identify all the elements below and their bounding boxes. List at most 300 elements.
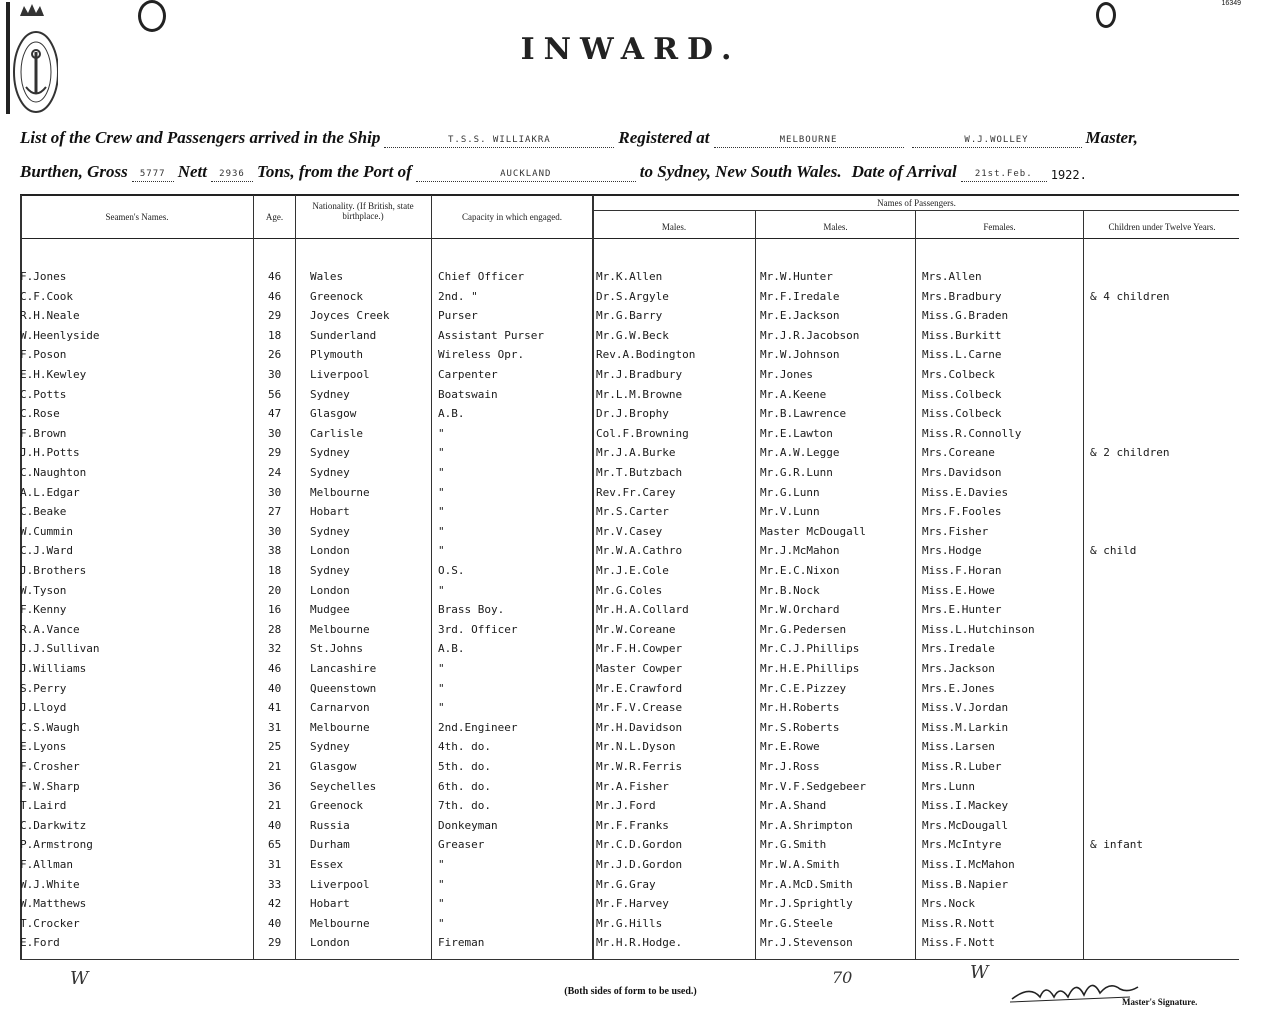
seaman-age: 24 [268, 466, 282, 479]
table-row [20, 501, 1239, 521]
passenger-male-1: Mr.L.M.Browne [596, 387, 683, 401]
col-children: Children under Twelve Years. [1108, 222, 1216, 232]
passenger-male-2: Mr.J.McMahon [760, 544, 840, 558]
seaman-capacity: Brass Boy. [438, 603, 505, 617]
col-nationality: Nationality. (If British, state birthplace.) [312, 201, 414, 221]
seaman-capacity: Carpenter [438, 368, 498, 381]
table-row [20, 638, 1239, 658]
passenger-male-1: Mr.F.Franks [596, 818, 669, 832]
seaman-nationality: Seychelles [310, 779, 377, 793]
seaman-age: 65 [268, 838, 282, 852]
arrival-year: 1922. [1050, 168, 1087, 182]
seaman-nationality: Melbourne [310, 622, 370, 636]
passenger-male-2: Mr.Jones [760, 368, 813, 381]
seaman-age: 31 [268, 720, 282, 734]
table-row [20, 776, 1239, 796]
passenger-male-2: Mr.J.Stevenson [760, 936, 853, 950]
passenger-male-1: Mr.H.Davidson [596, 720, 683, 734]
seaman-nationality: London [310, 544, 350, 558]
passenger-male-1: Dr.S.Argyle [596, 289, 669, 303]
seaman-name: W.J.White [20, 877, 80, 891]
table-row [20, 560, 1239, 580]
passenger-male-1: Mr.W.A.Cathro [596, 544, 683, 558]
passenger-male-2: Mr.H.Roberts [760, 701, 840, 715]
table-row [20, 305, 1239, 325]
passenger-female: Miss.E.Davies [922, 485, 1009, 499]
passenger-male-2: Mr.G.Smith [760, 838, 827, 852]
passenger-male-2: Mr.G.Lunn [760, 485, 820, 499]
passenger-female: Mrs.Coreane [922, 446, 995, 460]
seaman-nationality: Sydney [310, 524, 350, 538]
passenger-male-1: Mr.G.Barry [596, 309, 663, 323]
passenger-male-2: Mr.J.Ross [760, 760, 820, 773]
seaman-age: 40 [268, 681, 282, 695]
passenger-male-2: Master McDougall [760, 524, 866, 538]
passenger-male-2: Mr.A.Shand [760, 799, 827, 813]
seaman-name: A.L.Edgar [20, 485, 80, 499]
table-row [20, 874, 1239, 894]
seaman-capacity: Boatswain [438, 387, 498, 401]
table-row [20, 717, 1239, 737]
seaman-capacity: Purser [438, 309, 478, 323]
table-bottom-rule [20, 959, 1239, 960]
seaman-nationality: Greenock [310, 289, 363, 303]
page-number: 70 [832, 968, 853, 987]
passenger-male-1: Mr.W.R.Ferris [596, 760, 683, 773]
passenger-male-1: Rev.Fr.Carey [596, 485, 676, 499]
seaman-capacity: 5th. do. [438, 760, 491, 773]
seaman-capacity: A.B. [438, 642, 465, 656]
passenger-male-1: Mr.W.Coreane [596, 622, 676, 636]
seaman-age: 46 [268, 662, 282, 675]
seaman-capacity: Chief Officer [438, 270, 525, 283]
seaman-name: E.Lyons [20, 740, 67, 754]
seaman-nationality: Liverpool [310, 877, 370, 891]
nett-tons: 2936 [211, 169, 253, 182]
table-row [20, 756, 1239, 776]
passenger-female: Mrs.McDougall [922, 818, 1009, 832]
seaman-nationality: St.Johns [310, 642, 363, 656]
passenger-female: Mrs.McIntyre [922, 838, 1002, 852]
table-row [20, 658, 1239, 678]
master-signature-scrawl [1010, 975, 1140, 1005]
passenger-male-2: Mr.W.A.Smith [760, 858, 840, 871]
seaman-capacity: 7th. do. [438, 799, 491, 813]
passenger-male-1: Mr.T.Butzbach [596, 466, 683, 479]
seaman-name: C.F.Cook [20, 289, 73, 303]
seaman-age: 41 [268, 701, 282, 715]
seaman-age: 46 [268, 289, 282, 303]
seaman-nationality: Greenock [310, 799, 363, 813]
handwritten-mark: W [70, 968, 89, 989]
seaman-age: 20 [268, 583, 282, 597]
passenger-female: Miss.L.Hutchinson [922, 622, 1035, 636]
passenger-male-2: Mr.J.R.Jacobson [760, 328, 860, 342]
document-number: 16349 [1221, 0, 1241, 7]
passenger-female: Miss.I.Mackey [922, 799, 1009, 813]
passenger-female: Miss.L.Carne [922, 348, 1002, 362]
passenger-male-1: Mr.E.Crawford [596, 681, 683, 695]
seaman-nationality: London [310, 583, 350, 597]
seaman-nationality: Hobart [310, 505, 350, 519]
table-row [20, 913, 1239, 933]
table-row [20, 462, 1239, 482]
passenger-male-2: Mr.G.R.Lunn [760, 466, 833, 479]
passenger-female: Mrs.Jackson [922, 662, 995, 675]
seaman-age: 38 [268, 544, 282, 558]
passenger-female: Miss.Colbeck [922, 387, 1002, 401]
passenger-female: Mrs.Bradbury [922, 289, 1002, 303]
seaman-nationality: Melbourne [310, 485, 370, 499]
table-row [20, 540, 1239, 560]
punch-hole-mark [1096, 2, 1116, 28]
ship-name: T.S.S. WILLIAKRA [384, 135, 614, 148]
passenger-female: Miss.R.Luber [922, 760, 1002, 773]
passenger-female: Miss.Colbeck [922, 407, 1002, 421]
seaman-nationality: Sydney [310, 564, 350, 577]
table-row [20, 795, 1239, 815]
seaman-capacity: " [438, 583, 445, 597]
passenger-male-2: Mr.E.C.Nixon [760, 564, 840, 577]
seaman-capacity: " [438, 662, 445, 675]
passenger-female: Mrs.Fisher [922, 524, 989, 538]
table-row [20, 932, 1239, 952]
seaman-capacity: " [438, 544, 445, 558]
col-age: Age. [265, 212, 284, 222]
passenger-male-2: Mr.B.Nock [760, 583, 820, 597]
passenger-female: Mrs.Lunn [922, 779, 975, 793]
table-row [20, 736, 1239, 756]
table-top-rule [20, 194, 1239, 196]
seaman-nationality: Sydney [310, 387, 350, 401]
seaman-nationality: London [310, 936, 350, 950]
passenger-male-1: Mr.N.L.Dyson [596, 740, 676, 754]
seaman-name: J.Lloyd [20, 701, 67, 715]
passenger-female: Miss.R.Nott [922, 916, 995, 930]
seaman-name: E.H.Kewley [20, 368, 87, 381]
passenger-female: Miss.Burkitt [922, 328, 1002, 342]
seaman-capacity: Wireless Opr. [438, 348, 525, 362]
passenger-female: Miss.I.McMahon [922, 858, 1015, 871]
passenger-male-2: Mr.C.E.Pizzey [760, 681, 847, 695]
passenger-female: Miss.F.Nott [922, 936, 995, 950]
seaman-age: 42 [268, 897, 282, 911]
seaman-age: 46 [268, 270, 282, 283]
passenger-male-2: Mr.E.Jackson [760, 309, 840, 323]
seaman-name: C.Darkwitz [20, 818, 87, 832]
col-names-of-passengers: Names of Passengers. [877, 198, 956, 208]
seaman-capacity: " [438, 485, 445, 499]
seaman-age: 16 [268, 603, 282, 617]
passenger-male-1: Rev.A.Bodington [596, 348, 696, 362]
seaman-capacity: " [438, 426, 445, 440]
master-label: Master, [1085, 128, 1138, 147]
seaman-nationality: Joyces Creek [310, 309, 390, 323]
passenger-female: Mrs.F.Fooles [922, 505, 1002, 519]
seaman-age: 18 [268, 328, 282, 342]
table-header-rule [20, 238, 1239, 239]
passenger-male-2: Mr.G.Pedersen [760, 622, 847, 636]
seaman-capacity: 6th. do. [438, 779, 491, 793]
port-of-origin: AUCKLAND [416, 169, 636, 182]
seaman-name: W.Heenlyside [20, 328, 100, 342]
seaman-nationality: Sydney [310, 466, 350, 479]
seaman-name: C.S.Waugh [20, 720, 80, 734]
seaman-age: 56 [268, 387, 282, 401]
passenger-male-1: Mr.V.Casey [596, 524, 663, 538]
table-row [20, 364, 1239, 384]
seaman-age: 30 [268, 368, 282, 381]
seaman-nationality: Liverpool [310, 368, 370, 381]
passenger-male-1: Mr.J.A.Burke [596, 446, 676, 460]
seaman-name: W.Cummin [20, 524, 73, 538]
table-row [20, 521, 1239, 541]
passenger-female: Miss.Larsen [922, 740, 995, 754]
seaman-name: F.Jones [20, 270, 67, 283]
seaman-name: J.H.Potts [20, 446, 80, 460]
passenger-female: Mrs.Hodge [922, 544, 982, 558]
passenger-male-1: Mr.J.E.Cole [596, 564, 669, 577]
passenger-male-2: Mr.G.Steele [760, 916, 833, 930]
seaman-age: 30 [268, 426, 282, 440]
passenger-male-2: Mr.J.Sprightly [760, 897, 853, 911]
table-row [20, 442, 1239, 462]
seaman-name: J.Brothers [20, 564, 87, 577]
seaman-nationality: Wales [310, 270, 344, 283]
seaman-name: C.J.Ward [20, 544, 73, 558]
table-row [20, 834, 1239, 854]
seaman-age: 30 [268, 524, 282, 538]
punch-hole-mark [138, 0, 166, 32]
seaman-nationality: Carnarvon [310, 701, 370, 715]
table-row [20, 384, 1239, 404]
seaman-capacity: A.B. [438, 407, 465, 421]
seaman-name: F.Kenny [20, 603, 67, 617]
table-row [20, 423, 1239, 443]
seaman-nationality: Melbourne [310, 720, 370, 734]
nett-label: Nett [177, 162, 207, 181]
seaman-age: 30 [268, 485, 282, 499]
passenger-male-1: Master Cowper [596, 662, 683, 675]
seaman-nationality: Queenstown [310, 681, 377, 695]
table-row [20, 893, 1239, 913]
seaman-age: 31 [268, 858, 282, 871]
seaman-nationality: Durham [310, 838, 350, 852]
passenger-male-2: Mr.W.Johnson [760, 348, 840, 362]
seaman-age: 18 [268, 564, 282, 577]
seaman-name: F.Crosher [20, 760, 80, 773]
seaman-age: 40 [268, 916, 282, 930]
seaman-capacity: Fireman [438, 936, 485, 950]
col-seamen-names: Seamen's Names. [105, 212, 169, 222]
passenger-female: Miss.B.Napier [922, 877, 1009, 891]
passenger-male-1: Dr.J.Brophy [596, 407, 669, 421]
seaman-capacity: 2nd.Engineer [438, 720, 518, 734]
table-row [20, 815, 1239, 835]
seaman-age: 27 [268, 505, 282, 519]
seaman-nationality: Russia [310, 818, 350, 832]
passenger-male-2: Mr.E.Lawton [760, 426, 833, 440]
seaman-capacity: 3rd. Officer [438, 622, 518, 636]
table-row [20, 619, 1239, 639]
arrival-date: 21st.Feb. [961, 169, 1047, 182]
seaman-nationality: Sydney [310, 740, 350, 754]
seaman-name: J.J.Sullivan [20, 642, 100, 656]
arrival-date-label: Date of Arrival [851, 162, 957, 181]
seaman-age: 25 [268, 740, 282, 754]
passenger-female: Mrs.Davidson [922, 466, 1002, 479]
seaman-nationality: Glasgow [310, 760, 357, 773]
passenger-female: Miss.E.Howe [922, 583, 995, 597]
seaman-nationality: Plymouth [310, 348, 363, 362]
master-name: W.J.WOLLEY [912, 135, 1082, 148]
passenger-male-1: Mr.F.Harvey [596, 897, 669, 911]
seaman-age: 21 [268, 799, 282, 813]
passenger-male-2: Mr.F.Iredale [760, 289, 840, 303]
seaman-capacity: 2nd. " [438, 289, 478, 303]
passenger-male-1: Mr.A.Fisher [596, 779, 669, 793]
col-males-1: Males. [661, 222, 687, 232]
passenger-male-1: Col.F.Browning [596, 426, 689, 440]
master-signature-label: Master's Signature. [1122, 997, 1198, 1007]
seaman-capacity: " [438, 524, 445, 538]
seaman-capacity: " [438, 877, 445, 891]
table-row [20, 580, 1239, 600]
seaman-name: C.Naughton [20, 466, 87, 479]
seaman-name: J.Williams [20, 662, 87, 675]
seaman-nationality: Melbourne [310, 916, 370, 930]
passenger-male-1: Mr.H.R.Hodge. [596, 936, 683, 950]
passenger-male-1: Mr.S.Carter [596, 505, 669, 519]
passenger-female: Miss.G.Braden [922, 309, 1009, 323]
seaman-capacity: " [438, 916, 445, 930]
passenger-male-1: Mr.C.D.Gordon [596, 838, 683, 852]
seaman-name: W.Tyson [20, 583, 67, 597]
passenger-male-2: Mr.A.Keene [760, 387, 827, 401]
passenger-male-2: Mr.A.W.Legge [760, 446, 840, 460]
seaman-name: C.Beake [20, 505, 67, 519]
table-row [20, 854, 1239, 874]
table-row [20, 482, 1239, 502]
seaman-capacity: Donkeyman [438, 818, 498, 832]
seaman-capacity: " [438, 701, 445, 715]
list-of-label: List of the Crew and Passengers arrived in the Ship [20, 128, 381, 147]
passenger-female: Miss.R.Connolly [922, 426, 1022, 440]
seaman-capacity: O.S. [438, 564, 465, 577]
seaman-name: C.Potts [20, 387, 67, 401]
passenger-male-1: Mr.G.W.Beck [596, 328, 669, 342]
passenger-male-2: Mr.A.McD.Smith [760, 877, 853, 891]
passenger-male-1: Mr.F.V.Crease [596, 701, 683, 715]
passenger-female: Miss.V.Jordan [922, 701, 1009, 715]
seaman-capacity: " [438, 897, 445, 911]
passenger-male-1: Mr.G.Gray [596, 877, 656, 891]
table-row [20, 697, 1239, 717]
table-row [20, 403, 1239, 423]
seaman-age: 40 [268, 818, 282, 832]
passenger-male-1: Mr.H.A.Collard [596, 603, 689, 617]
seaman-name: F.Allman [20, 858, 73, 871]
to-sydney-label: to Sydney, New South Wales. [639, 162, 842, 181]
header-line-1 [20, 120, 1239, 148]
seaman-name: C.Rose [20, 407, 60, 421]
seaman-nationality: Glasgow [310, 407, 357, 421]
gross-tons: 5777 [132, 169, 174, 182]
registered-at-value: MELBOURNE [714, 135, 904, 148]
col-males-2: Males. [823, 222, 848, 232]
passenger-female: Mrs.E.Hunter [922, 603, 1002, 617]
seaman-name: E.Ford [20, 936, 60, 950]
passenger-female: Mrs.Iredale [922, 642, 995, 656]
header-line-2 [20, 154, 1239, 182]
seaman-name: T.Laird [20, 799, 67, 813]
passenger-children: & infant [1090, 838, 1143, 852]
seaman-nationality: Essex [310, 858, 344, 871]
passenger-female: Mrs.E.Jones [922, 681, 995, 695]
col-females: Females. [983, 222, 1016, 232]
seaman-name: P.Armstrong [20, 838, 93, 852]
passenger-female: Miss.M.Larkin [922, 720, 1009, 734]
seaman-name: R.A.Vance [20, 622, 80, 636]
seaman-name: R.H.Neale [20, 309, 80, 323]
seaman-age: 29 [268, 936, 282, 950]
col-capacity: Capacity in which engaged. [462, 212, 562, 222]
passenger-male-1: Mr.J.Bradbury [596, 368, 683, 381]
passenger-male-1: Mr.G.Hills [596, 916, 663, 930]
seaman-name: F.Poson [20, 348, 67, 362]
passenger-female: Mrs.Nock [922, 897, 975, 911]
table-row [20, 678, 1239, 698]
passenger-female: Mrs.Allen [922, 270, 982, 283]
table-row [20, 266, 1239, 286]
seaman-capacity: " [438, 446, 445, 460]
seaman-nationality: Sunderland [310, 328, 377, 342]
seaman-name: F.Brown [20, 426, 67, 440]
passenger-male-1: Mr.G.Coles [596, 583, 663, 597]
seaman-age: 36 [268, 779, 282, 793]
passenger-male-2: Mr.B.Lawrence [760, 407, 847, 421]
passenger-male-2: Mr.W.Orchard [760, 603, 840, 617]
seaman-age: 32 [268, 642, 282, 656]
passenger-male-1: Mr.K.Allen [596, 270, 663, 283]
seaman-capacity: " [438, 505, 445, 519]
passenger-female: Miss.F.Horan [922, 564, 1002, 577]
passenger-children: & child [1090, 544, 1137, 558]
passenger-male-2: Mr.H.E.Phillips [760, 662, 860, 675]
passenger-children: & 2 children [1090, 446, 1170, 460]
passenger-children: & 4 children [1090, 289, 1170, 303]
seaman-name: F.W.Sharp [20, 779, 80, 793]
passenger-male-2: Mr.C.J.Phillips [760, 642, 860, 656]
seaman-capacity: 4th. do. [438, 740, 491, 754]
seaman-nationality: Carlisle [310, 426, 363, 440]
handwritten-mark: W [970, 962, 989, 983]
table-row [20, 599, 1239, 619]
form-title: INWARD. [520, 32, 741, 67]
seaman-capacity: " [438, 858, 445, 871]
seaman-nationality: Sydney [310, 446, 350, 460]
passenger-male-2: Mr.A.Shrimpton [760, 818, 853, 832]
passenger-male-2: Mr.S.Roberts [760, 720, 840, 734]
seaman-age: 47 [268, 407, 282, 421]
seaman-capacity: " [438, 681, 445, 695]
table-row [20, 325, 1239, 345]
seaman-age: 29 [268, 446, 282, 460]
seaman-name: W.Matthews [20, 897, 87, 911]
passenger-male-1: Mr.J.D.Gordon [596, 858, 683, 871]
seaman-nationality: Hobart [310, 897, 350, 911]
seaman-age: 29 [268, 309, 282, 323]
